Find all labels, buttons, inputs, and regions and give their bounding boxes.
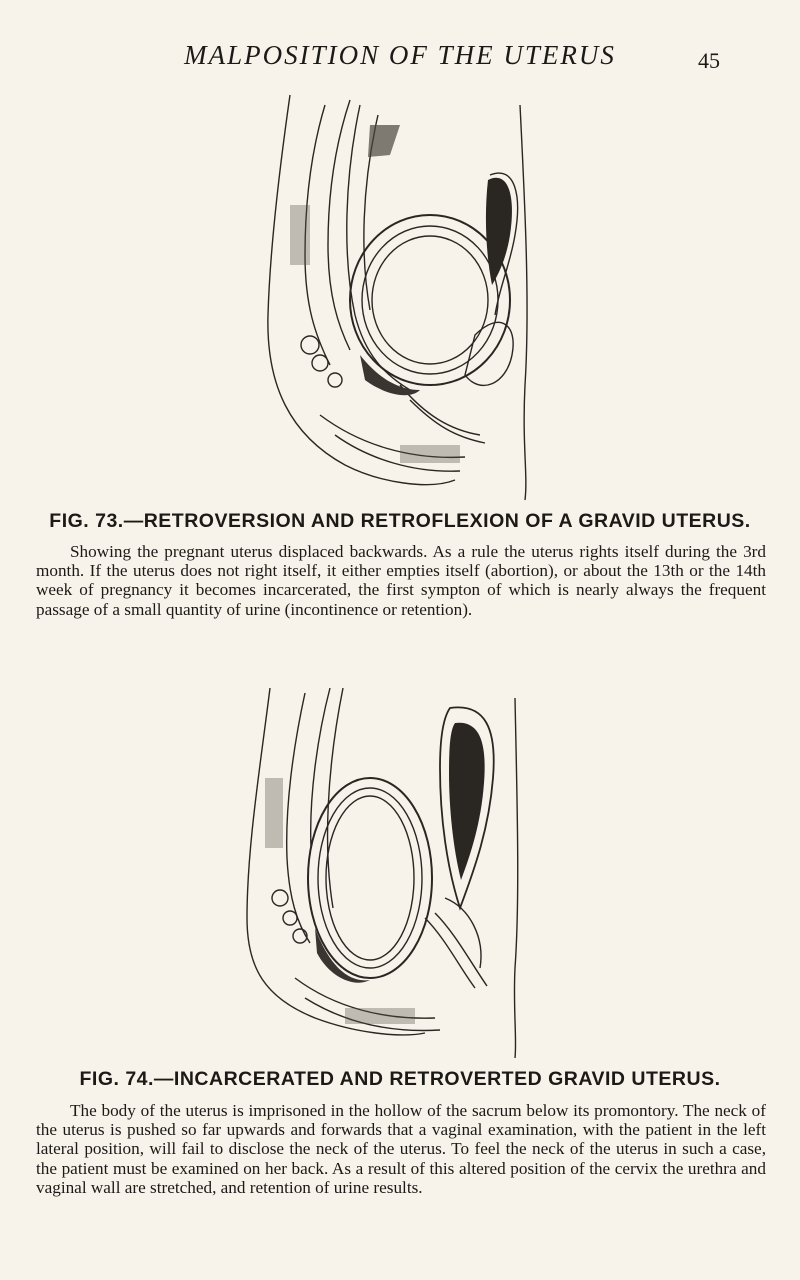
figure-73-description: Showing the pregnant uterus displaced backwards. As a rule the uterus rights itself during the 3rd month. If the uterus does not right itself, it either empties itself (abortion), or about the 13th or the 14th week of pregnancy it becomes incarcerated, the first sympton of which is nearly always the frequent passage of a small quantity of urine (incontinence or retention). <box>36 542 766 619</box>
figure-74-caption: FIG. 74.—INCARCERATED AND RETROVERTED GRAVID UTERUS. <box>79 1068 721 1090</box>
page-number: 45 <box>698 48 720 73</box>
figure-73-illustration <box>250 85 550 505</box>
running-head-title: MALPOSITION OF THE UTERUS <box>184 40 616 70</box>
figure-74-illustration <box>235 668 535 1060</box>
figure-73-caption: FIG. 73.—RETROVERSION AND RETROFLEXION OF A GRAVID UTERUS. <box>49 510 751 532</box>
figure-74-description: The body of the uterus is imprisoned in the hollow of the sacrum below its promontory. The neck of the uterus is pushed so far upwards and forwards that a vaginal examination, with the patient in the left lateral position, will fail to disclose the neck of the uterus. To feel the neck of the uterus in such a case, the patient must be examined on her back. As a result of this altered position of the cervix the urethra and vaginal wall are stretched, and retention of urine results. <box>36 1101 766 1197</box>
